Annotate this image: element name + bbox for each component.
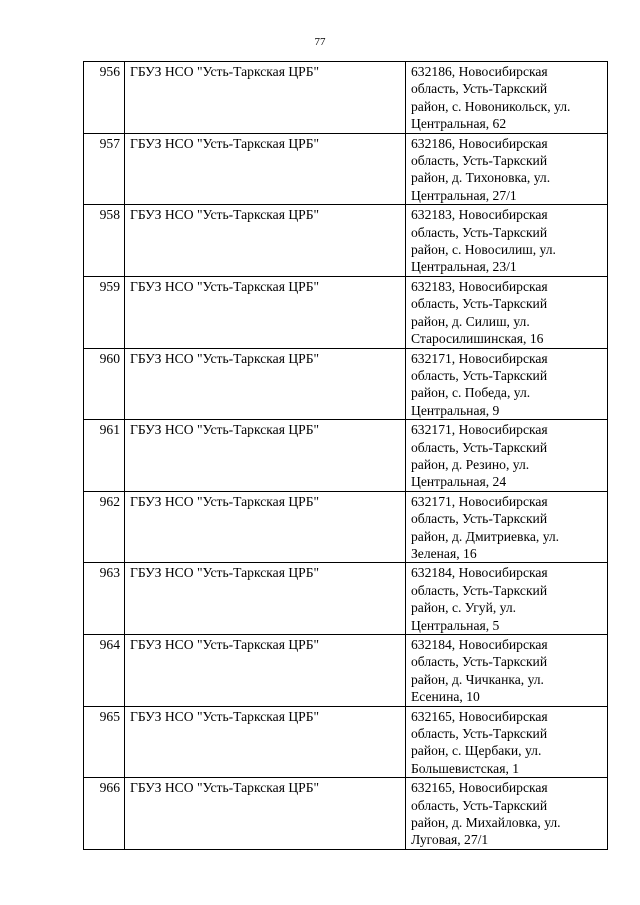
address-line: район, д. Резино, ул. <box>411 456 530 472</box>
address-line: 632186, Новосибирская <box>411 135 548 151</box>
address-line: область, Усть-Таркский <box>411 81 548 97</box>
address-line: 632171, Новосибирская <box>411 350 548 366</box>
address-line: 632183, Новосибирская <box>411 207 548 223</box>
organization-name: ГБУЗ НСО "Усть-Таркская ЦРБ" <box>125 706 406 778</box>
table-row <box>84 491 608 563</box>
address-line: район, с. Угуй, ул. <box>411 600 517 616</box>
table-row <box>84 563 608 635</box>
address-line: Есенина, 10 <box>411 689 480 705</box>
table-row <box>84 635 608 707</box>
address-line: район, д. Силиш, ул. <box>411 313 530 329</box>
address-line: Луговая, 27/1 <box>411 832 489 848</box>
row-number: 958 <box>84 205 125 277</box>
table-row <box>84 778 608 850</box>
organization-name: ГБУЗ НСО "Усть-Таркская ЦРБ" <box>125 276 406 348</box>
address <box>406 563 608 635</box>
address-line: район, д. Дмитриевка, ул. <box>411 528 560 544</box>
address <box>406 635 608 707</box>
address-line: Центральная, 9 <box>411 402 500 418</box>
address <box>406 276 608 348</box>
address-line: Центральная, 23/1 <box>411 259 517 275</box>
page-number: 77 <box>314 36 326 48</box>
row-number: 966 <box>84 778 125 850</box>
address-line: область, Усть-Таркский <box>411 511 548 527</box>
row-number: 963 <box>84 563 125 635</box>
address-line: 632165, Новосибирская <box>411 708 548 724</box>
address-line: область, Усть-Таркский <box>411 726 548 742</box>
address-line: район, с. Щербаки, ул. <box>411 743 542 759</box>
address <box>406 133 608 205</box>
organization-name: ГБУЗ НСО "Усть-Таркская ЦРБ" <box>125 420 406 492</box>
address-line: область, Усть-Таркский <box>411 439 548 455</box>
address-line: Центральная, 5 <box>411 617 500 633</box>
address <box>406 706 608 778</box>
address-line: 632183, Новосибирская <box>411 278 548 294</box>
organization-name: ГБУЗ НСО "Усть-Таркская ЦРБ" <box>125 205 406 277</box>
table-row <box>84 706 608 778</box>
table-row <box>84 133 608 205</box>
address-line: область, Усть-Таркский <box>411 224 548 240</box>
row-number: 965 <box>84 706 125 778</box>
address-line: Большевистская, 1 <box>411 760 520 776</box>
address-line: 632184, Новосибирская <box>411 637 548 652</box>
address-line: 632165, Новосибирская <box>411 780 548 796</box>
address <box>406 420 608 492</box>
row-number: 960 <box>84 348 125 420</box>
organization-name: ГБУЗ НСО "Усть-Таркская ЦРБ" <box>125 491 406 563</box>
address <box>406 62 608 134</box>
row-number: 957 <box>84 133 125 205</box>
address-line: 632184, Новосибирская <box>411 565 548 581</box>
address-line: район, д. Чичканка, ул. <box>411 671 544 687</box>
address-line: область, Усть-Таркский <box>411 367 548 383</box>
table-row <box>84 62 608 134</box>
address-line: 632171, Новосибирская <box>411 422 548 438</box>
registry-table-body <box>84 62 608 850</box>
address-line: район, с. Новоникольск, ул. <box>411 98 571 114</box>
organization-name: ГБУЗ НСО "Усть-Таркская ЦРБ" <box>125 348 406 420</box>
address-line: 632171, Новосибирская <box>411 493 548 509</box>
address <box>406 205 608 277</box>
row-number: 956 <box>84 62 125 134</box>
row-number: 959 <box>84 276 125 348</box>
registry-table <box>83 61 608 850</box>
address-line: район, с. Новосилиш, ул. <box>411 242 556 258</box>
row-number: 961 <box>84 420 125 492</box>
table-row <box>84 348 608 420</box>
row-number: 962 <box>84 491 125 563</box>
row-number: 964 <box>84 635 125 707</box>
table-row <box>84 420 608 492</box>
address-line: Старосилишинская, 16 <box>411 331 544 347</box>
address-line: область, Усть-Таркский <box>411 797 548 813</box>
address-line: Центральная, 62 <box>411 116 507 132</box>
organization-name: ГБУЗ НСО "Усть-Таркская ЦРБ" <box>125 635 406 707</box>
address <box>406 491 608 563</box>
table-row <box>84 205 608 277</box>
address <box>406 348 608 420</box>
organization-name: ГБУЗ НСО "Усть-Таркская ЦРБ" <box>125 133 406 205</box>
address-line: область, Усть-Таркский <box>411 296 548 312</box>
address-line: Центральная, 24 <box>411 474 507 490</box>
address-line: район, с. Победа, ул. <box>411 385 531 401</box>
address-line: Центральная, 27/1 <box>411 187 517 203</box>
address <box>406 778 608 850</box>
address-line: район, д. Михайловка, ул. <box>411 815 561 831</box>
address-line: 632186, Новосибирская <box>411 64 548 79</box>
address-line: область, Усть-Таркский <box>411 654 548 670</box>
address-line: область, Усть-Таркский <box>411 582 548 598</box>
organization-name: ГБУЗ НСО "Усть-Таркская ЦРБ" <box>125 563 406 635</box>
address-line: Зеленая, 16 <box>411 545 477 561</box>
table-row <box>84 276 608 348</box>
address-line: область, Усть-Таркский <box>411 153 548 169</box>
address-line: район, д. Тихоновка, ул. <box>411 170 551 186</box>
organization-name: ГБУЗ НСО "Усть-Таркская ЦРБ" <box>125 62 406 134</box>
organization-name: ГБУЗ НСО "Усть-Таркская ЦРБ" <box>125 778 406 850</box>
